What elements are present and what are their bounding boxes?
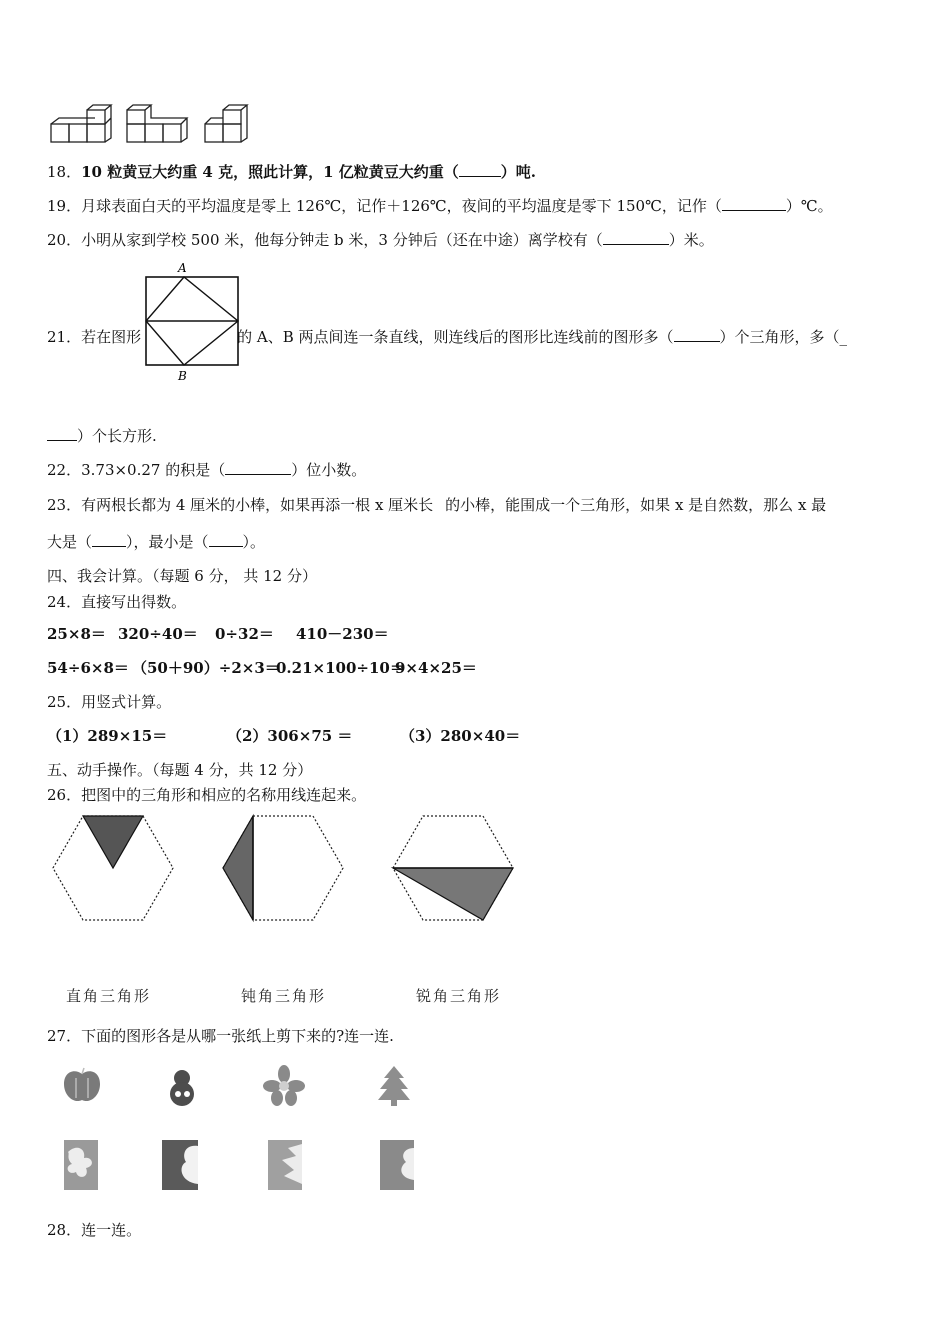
question-title: 用竖式计算。 <box>81 693 172 711</box>
calc-item: 320÷40＝ <box>118 625 198 643</box>
question-number: 20． <box>47 231 82 249</box>
question-title: 直接写出得数。 <box>81 593 187 611</box>
question-21 <box>47 327 847 347</box>
answer-blank[interactable] <box>47 426 77 441</box>
question-text-mid: 的小棒，能围成一个三角形，如果 x 是自然数，那么 x 最 <box>445 496 827 514</box>
question-title: 连一连。 <box>81 1221 142 1239</box>
question-text-end: ）位小数。 <box>291 461 367 479</box>
question-text: 10 粒黄豆大约重 4 克，照此计算，1 亿粒黄豆大约重（ <box>81 163 459 181</box>
paper-piece-3-icon <box>266 1138 304 1192</box>
question-number: 22． <box>47 461 82 479</box>
question-text: 3.73×0.27 的积是（ <box>81 461 226 479</box>
section-5-heading: 五、动手操作。（每题 4 分，共 12 分） <box>47 761 313 779</box>
question-25 <box>47 692 171 712</box>
question-number: 28． <box>47 1221 82 1239</box>
answer-blank[interactable] <box>225 460 291 475</box>
calc-item: （2）306×75 ＝ <box>227 727 353 745</box>
answer-blank[interactable] <box>603 230 669 245</box>
question-28 <box>47 1220 141 1240</box>
shaded-triangle-1 <box>83 816 143 868</box>
calc-item: （1）289×15＝ <box>47 727 168 745</box>
calc-item: 9×4×25＝ <box>395 659 477 677</box>
question-number: 25． <box>47 693 82 711</box>
question-number: 26． <box>47 786 82 804</box>
answer-blank-min[interactable] <box>209 532 243 547</box>
question-22 <box>47 460 366 480</box>
question-text-end: ）米。 <box>668 231 714 249</box>
rectangle-figure <box>140 262 250 382</box>
calc-item: （50＋90）÷2×3＝ <box>132 659 280 677</box>
question-number: 24． <box>47 593 82 611</box>
question-text-line2: 大是（ <box>47 533 93 551</box>
answer-blank[interactable] <box>722 196 786 211</box>
hexagon-figures <box>45 812 525 924</box>
answer-blank[interactable] <box>674 327 720 342</box>
calc-item: 54÷6×8＝ <box>47 659 129 677</box>
question-text-end: ）。 <box>242 533 266 551</box>
question-number: 27． <box>47 1027 82 1045</box>
question-27 <box>47 1026 394 1046</box>
section-4-heading: 四、我会计算。（每题 6 分， 共 12 分） <box>47 567 317 585</box>
question-number: 18． <box>47 163 82 181</box>
paper-piece-2-icon <box>160 1138 200 1192</box>
point-b-label: B <box>178 369 187 383</box>
question-23 <box>47 495 826 515</box>
question-26 <box>47 785 366 805</box>
point-a-label: A <box>178 261 187 275</box>
calc-item: 0÷32＝ <box>215 625 274 643</box>
question-21-cont <box>47 426 157 446</box>
question-title: 下面的图形各是从哪一张纸上剪下来的?连一连. <box>81 1027 394 1045</box>
question-text: 月球表面白天的平均温度是零上 126℃，记作＋126℃，夜间的平均温度是零下 150℃，记作（ <box>81 197 722 215</box>
question-18 <box>47 162 536 182</box>
gourd-shape-icon <box>162 1064 202 1108</box>
calc-item: （3）280×40＝ <box>400 727 521 745</box>
paper-piece-1-icon <box>62 1138 100 1192</box>
label-obtuse-triangle: 钝角三角形 <box>241 987 327 1005</box>
question-23-cont <box>47 532 265 552</box>
answer-blank-max[interactable] <box>92 532 126 547</box>
question-number: 23． <box>47 496 82 514</box>
calc-item: 0.21×100÷10＝ <box>276 659 405 677</box>
question-24 <box>47 592 186 612</box>
shaded-triangle-3 <box>393 868 513 920</box>
question-text-mid2: ），最小是（ <box>126 533 209 551</box>
question-text: 有两根长都为 4 厘米的小棒，如果再添一根 x 厘米长 <box>81 496 434 514</box>
shaded-triangle-2 <box>223 816 253 920</box>
question-number: 21． <box>47 328 82 346</box>
question-20 <box>47 230 714 250</box>
question-number: 19． <box>47 197 82 215</box>
calc-item: 410－230＝ <box>296 625 389 643</box>
question-19 <box>47 196 833 216</box>
calc-item: 25×8＝ <box>47 625 106 643</box>
question-text-end: ）℃。 <box>785 197 833 215</box>
label-acute-triangle: 锐角三角形 <box>416 987 502 1005</box>
apple-shape-icon <box>60 1066 104 1106</box>
question-text-mid2: ）个三角形，多（_ <box>719 328 848 346</box>
answer-blank[interactable] <box>459 162 501 177</box>
question-text-mid: 的 A、B 两点间连一条直线，则连线后的图形比连线前的图形多（ <box>237 328 674 346</box>
flower-shape-icon <box>262 1064 306 1108</box>
question-text-end: ）吨. <box>500 163 536 181</box>
label-right-triangle: 直角三角形 <box>66 987 152 1005</box>
tree-shape-icon <box>374 1064 414 1108</box>
cube-figures <box>47 108 257 146</box>
paper-piece-4-icon <box>378 1138 416 1192</box>
question-text: 小明从家到学校 500 米，他每分钟走 b 米，3 分钟后（还在中途）离学校有（ <box>81 231 603 249</box>
question-title: 把图中的三角形和相应的名称用线连起来。 <box>81 786 367 804</box>
question-text-end: ）个长方形. <box>77 427 157 445</box>
question-text: 若在图形 <box>81 328 142 346</box>
